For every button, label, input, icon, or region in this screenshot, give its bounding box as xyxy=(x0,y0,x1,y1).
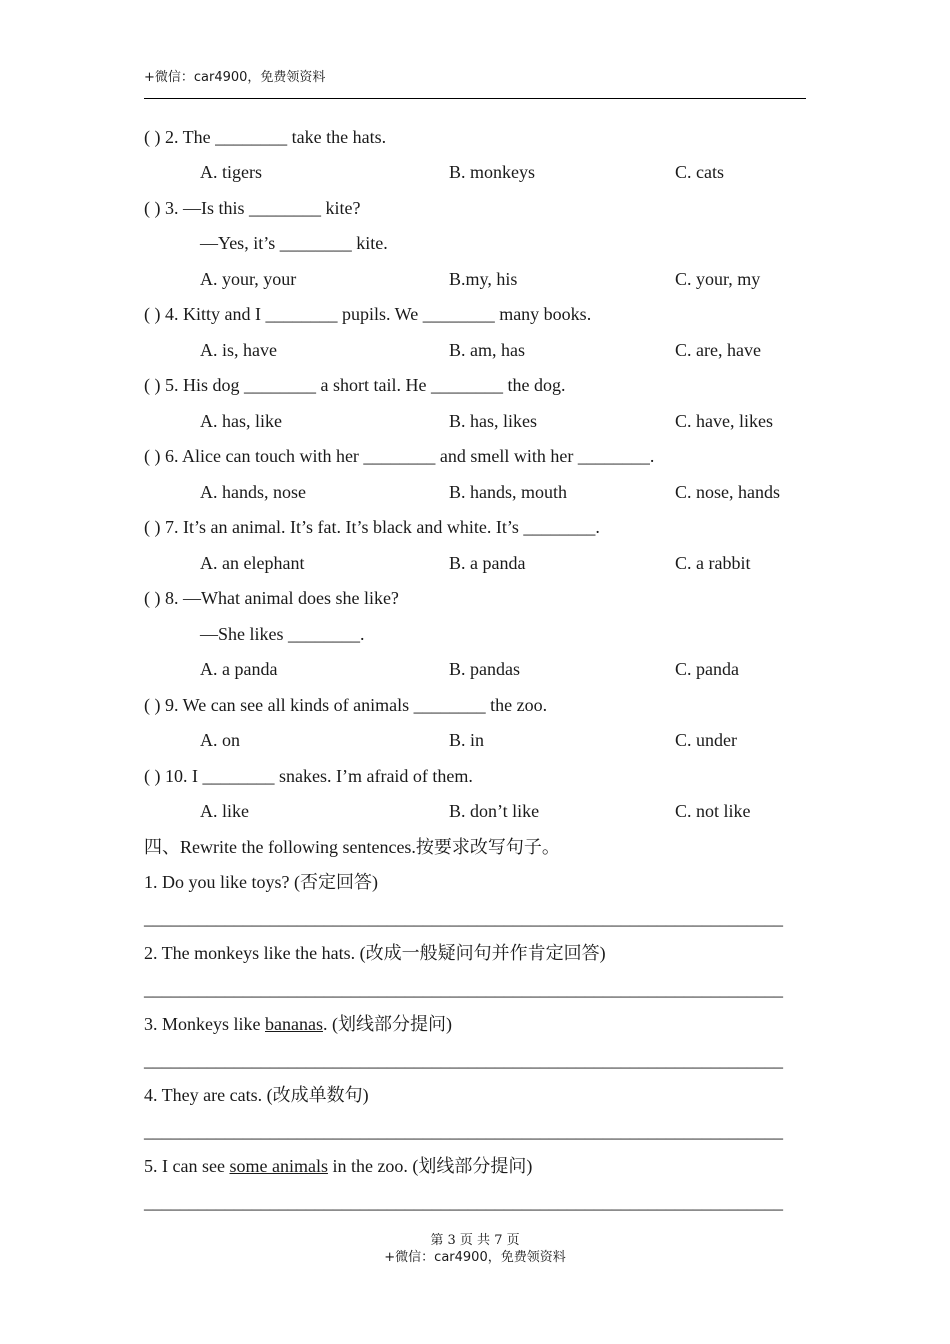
question-8-stem-reply: —She likes ________. xyxy=(200,624,365,644)
section-4-title: 四、Rewrite the following sentences.按要求改写句子。 xyxy=(144,837,560,857)
answer-line-4[interactable]: _______________________________________________________________________ xyxy=(144,1121,783,1141)
rewrite-item-2: 2. The monkeys like the hats. (改成一般疑问句并作肯定回答) xyxy=(144,943,606,963)
question-8-stem: ( ) 8. —What animal does she like? xyxy=(144,588,399,608)
question-9-option-a: A. on xyxy=(200,730,240,750)
question-9-option-b: B. in xyxy=(449,730,485,750)
question-6-stem: ( ) 6. Alice can touch with her ________ and smell with her ________. xyxy=(144,446,655,466)
question-4-stem: ( ) 4. Kitty and I ________ pupils. We ________ many books. xyxy=(144,304,592,324)
question-8-option-c: C. panda xyxy=(675,659,739,679)
question-5-option-a: A. has, like xyxy=(200,411,282,431)
question-3-stem: ( ) 3. —Is this ________ kite? xyxy=(144,198,361,218)
question-3-option-b: B.my, his xyxy=(449,269,518,289)
question-4-option-b: B. am, has xyxy=(449,340,525,360)
rewrite-item-1: 1. Do you like toys? (否定回答) xyxy=(144,872,378,892)
question-10-option-a: A. like xyxy=(200,801,249,821)
question-6-option-a: A. hands, nose xyxy=(200,482,306,502)
footer-watermark: +微信：car4900，免费领资料 xyxy=(384,1250,566,1265)
question-6-option-b: B. hands, mouth xyxy=(449,482,568,502)
question-4-option-a: A. is, have xyxy=(200,340,277,360)
answer-line-3[interactable]: _______________________________________________________________________ xyxy=(144,1050,783,1070)
question-3-stem-reply: —Yes, it’s ________ kite. xyxy=(200,233,388,253)
header-watermark: +微信：car4900，免费领资料 xyxy=(144,70,326,85)
question-2-option-a: A. tigers xyxy=(200,162,262,182)
question-3-option-a: A. your, your xyxy=(200,269,297,289)
rewrite-item-4: 4. They are cats. (改成单数句) xyxy=(144,1085,369,1105)
question-4-option-c: C. are, have xyxy=(675,340,761,360)
question-9-option-c: C. under xyxy=(675,730,737,750)
question-5-option-b: B. has, likes xyxy=(449,411,537,431)
question-2-stem: ( ) 2. The ________ take the hats. xyxy=(144,127,387,147)
question-10-stem: ( ) 10. I ________ snakes. I’m afraid of them. xyxy=(144,766,473,786)
underlined-word: bananas xyxy=(265,1014,323,1034)
underlined-phrase: some animals xyxy=(229,1156,328,1176)
rewrite-item-3: 3. Monkeys like bananas. (划线部分提问) xyxy=(144,1014,452,1034)
rewrite-item-5: 5. I can see some animals in the zoo. (划线部分提问) xyxy=(144,1156,533,1176)
question-8-option-b: B. pandas xyxy=(449,659,520,679)
answer-line-5[interactable]: _______________________________________________________________________ xyxy=(144,1192,783,1212)
question-10-option-b: B. don’t like xyxy=(449,801,540,821)
question-5-option-c: C. have, likes xyxy=(675,411,773,431)
answer-line-2[interactable]: _______________________________________________________________________ xyxy=(144,979,783,999)
question-8-option-a: A. a panda xyxy=(200,659,278,679)
question-7-option-c: C. a rabbit xyxy=(675,553,751,573)
question-3-option-c: C. your, my xyxy=(675,269,761,289)
question-5-stem: ( ) 5. His dog ________ a short tail. He ________ the dog. xyxy=(144,375,566,395)
question-7-stem: ( ) 7. It’s an animal. It’s fat. It’s black and white. It’s ________. xyxy=(144,517,600,537)
question-7-option-a: A. an elephant xyxy=(200,553,305,573)
question-2-option-c: C. cats xyxy=(675,162,724,182)
question-6-option-c: C. nose, hands xyxy=(675,482,780,502)
question-7-option-b: B. a panda xyxy=(449,553,526,573)
header-rule xyxy=(144,98,806,99)
question-10-option-c: C. not like xyxy=(675,801,751,821)
question-9-stem: ( ) 9. We can see all kinds of animals ________ the zoo. xyxy=(144,695,548,715)
answer-line-1[interactable]: _______________________________________________________________________ xyxy=(144,908,783,928)
question-2-option-b: B. monkeys xyxy=(449,162,536,182)
page-number: 第 3 页 共 7 页 xyxy=(430,1233,520,1248)
